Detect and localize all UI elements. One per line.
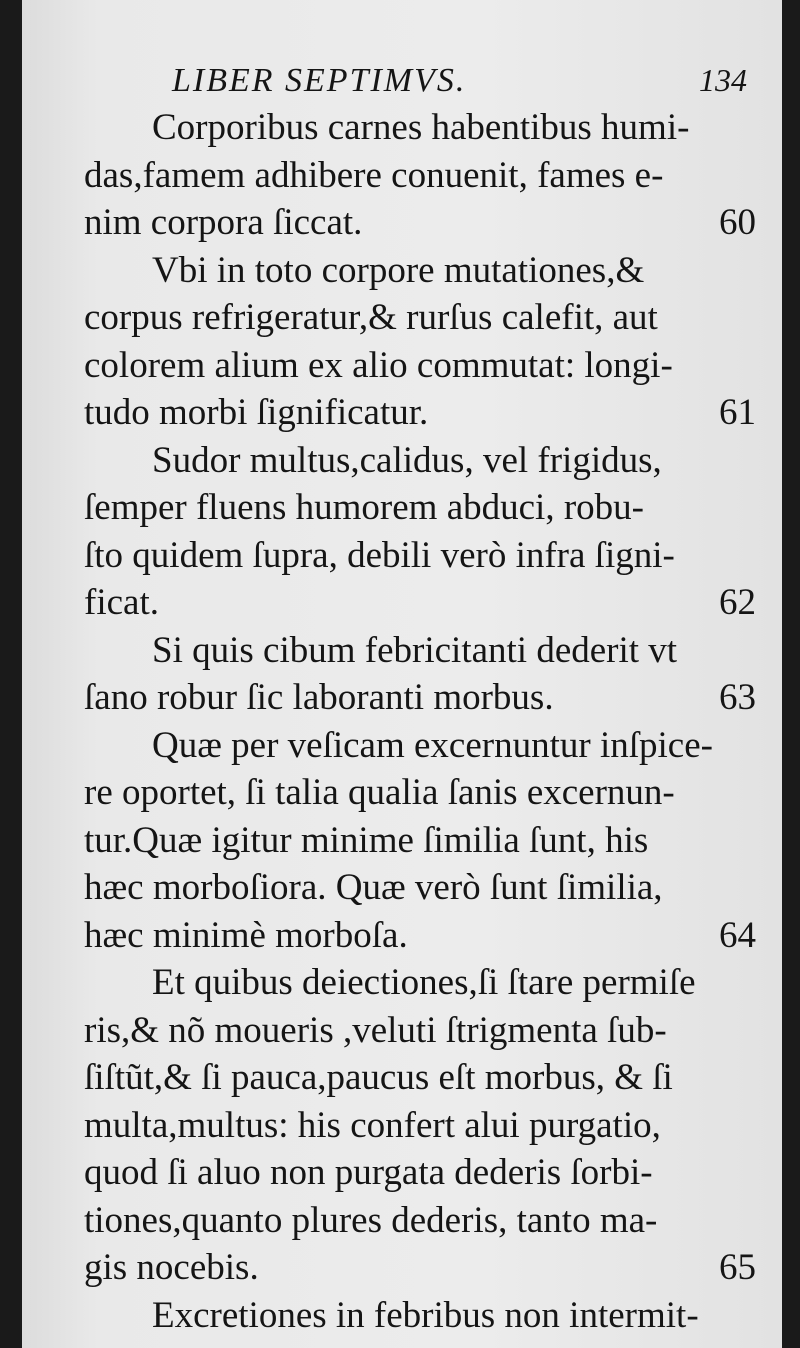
- text-line: tiones,quanto plures dederis, tanto ma-: [84, 1199, 658, 1241]
- paragraph: [84, 247, 764, 437]
- paragraph: [84, 959, 764, 1292]
- line-text: gis nocebis.: [84, 1247, 259, 1288]
- aphorism-number: 65: [719, 1247, 756, 1288]
- text-line: [84, 1244, 764, 1292]
- text-line: das,famem adhibere conuenit, fames e-: [84, 154, 664, 196]
- text-line: tur.Quæ igitur minime ſimilia ſunt, his: [84, 819, 649, 861]
- text-line: Vbi in toto corpore mutationes,&: [152, 249, 645, 291]
- page-header: [172, 62, 777, 106]
- text-line: re oportet, ſi talia qualia ſanis excernun-: [84, 772, 675, 813]
- text-line: Excretiones in febribus non intermit-: [152, 1294, 699, 1336]
- text-line: Si quis cibum febricitanti dederit vt: [152, 629, 678, 671]
- text-line: hæc morboſiora. Quæ verò ſunt ſimilia,: [84, 867, 663, 908]
- text-line: [84, 674, 764, 722]
- paragraph: [84, 1292, 764, 1340]
- paragraph: [84, 722, 764, 960]
- text-line: [84, 199, 764, 247]
- text-line: ris,& nõ moueris ,veluti ſtrigmenta ſub-: [84, 1009, 667, 1051]
- line-text: hæc minimè morboſa.: [84, 914, 408, 956]
- aphorism-number: 64: [719, 914, 756, 956]
- body-text: [84, 104, 764, 1339]
- text-line: Sudor multus,calidus, vel frigidus,: [152, 439, 662, 481]
- paragraph: [84, 627, 764, 722]
- text-line: multa,multus: his confert alui purgatio,: [84, 1104, 661, 1146]
- text-line: [84, 579, 764, 627]
- paragraph: [84, 104, 764, 247]
- aphorism-number: 60: [719, 202, 756, 243]
- text-line: [84, 912, 764, 960]
- aphorism-number: 63: [719, 677, 756, 718]
- line-text: ficat.: [84, 582, 159, 623]
- aphorism-number: 62: [719, 582, 756, 623]
- text-line: ſto quidem ſupra, debili verò infra ſigni-: [84, 534, 675, 576]
- book-page: [22, 0, 782, 1348]
- page-number: 134: [699, 62, 747, 98]
- paragraph: [84, 437, 764, 627]
- text-line: corpus refrigeratur,& rurſus calefit, aut: [84, 297, 658, 338]
- text-line: Corporibus carnes habentibus humi-: [152, 107, 690, 148]
- line-text: ſano robur ſic laboranti morbus.: [84, 677, 554, 718]
- text-line: colorem alium ex alio commutat: longi-: [84, 344, 673, 386]
- line-text: tudo morbi ſignificatur.: [84, 392, 429, 433]
- text-line: [84, 389, 764, 437]
- text-line: quod ſi aluo non purgata dederis ſorbi-: [84, 1152, 653, 1193]
- text-line: Quæ per veſicam excernuntur inſpice-: [152, 724, 713, 766]
- text-line: Et quibus deiectiones,ſi ſtare permiſe: [152, 962, 696, 1003]
- running-head: LIBER SEPTIMVS.: [172, 62, 467, 99]
- text-line: ſemper fluens humorem abduci, robu-: [84, 487, 644, 528]
- aphorism-number: 61: [719, 392, 756, 433]
- line-text: nim corpora ſiccat.: [84, 202, 363, 243]
- text-line: ſiſtũt,& ſi pauca,paucus eſt morbus, & ſi: [84, 1057, 673, 1098]
